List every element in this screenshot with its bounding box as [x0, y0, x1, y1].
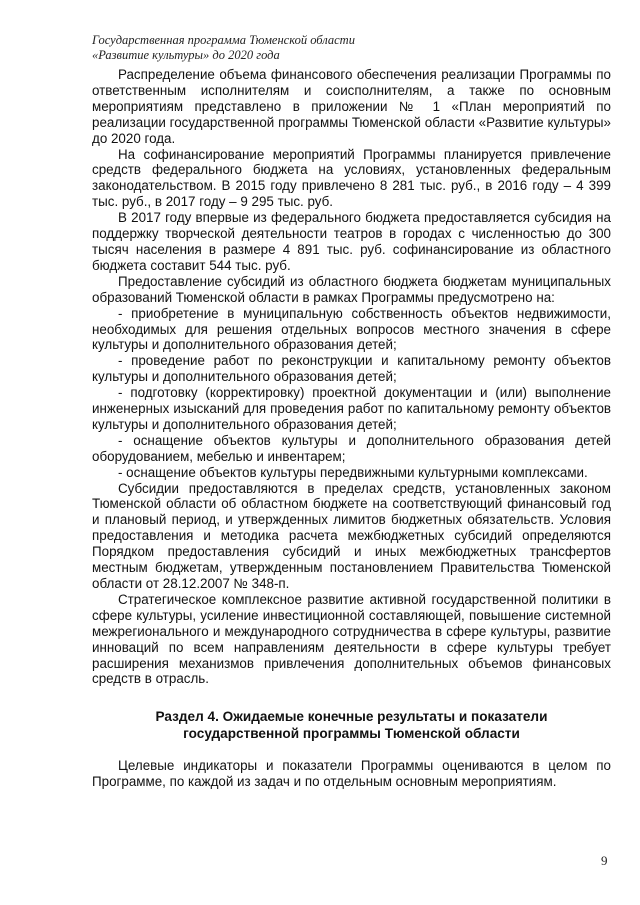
paragraph-target-indicators: Целевые индикаторы и показатели Программы оцениваются в целом по Программе, по каждой из задач и по отдельным основным мероприятиям.	[92, 758, 611, 790]
paragraph-strategic-development: Стратегическое комплексное развитие активной государственной политики в сфере культуры, усиление инвестиционной составляющей, повышение системной межрегионального и международного сотрудничества в сфере культуры, развитие инноваций по всем направлениям деятельности в сфере культуры требует расширения механизмов привлечения дополнительных объемов финансовых средств в отрасль.	[92, 591, 611, 687]
page-number: 9	[601, 853, 608, 868]
running-header	[92, 33, 355, 63]
section-heading	[92, 708, 611, 742]
list-item: - оснащение объектов культуры передвижными культурными комплексами.	[118, 464, 588, 480]
list-item: - подготовку (корректировку) проектной документации и (или) выполнение инженерных изысканий для проведения работ по капитальному ремонту объектов культуры и дополнительного образования детей;	[92, 385, 611, 432]
page-body	[92, 67, 611, 790]
paragraph-subsidies-intro: Предоставление субсидий из областного бюджета бюджетам муниципальных образований Тюменской области в рамках Программы предусмотрено на:	[92, 273, 611, 305]
paragraph-federal-cofinancing: На софинансирование мероприятий Программы планируется привлечение средств федерального бюджета на условиях, установленных федеральным законодательством. В 2015 году привлечено 8 281 тыс. руб., в 2016 году – 4 399 тыс. руб., в 2017 году – 9 295 тыс. руб.	[92, 146, 611, 210]
paragraph-funding-distribution: Распределение объема финансового обеспечения реализации Программы по ответственным исполнителям и соисполнителям, а также по основным мероприятиям представлено в приложении № 1 «План мероприятий по реализации государственной программы Тюменской области «Развитие культуры» до 2020 года.	[92, 67, 611, 146]
list-item: - проведение работ по реконструкции и капитальному ремонту объектов культуры и дополнительного образования детей;	[92, 353, 611, 385]
header-line-2: «Развитие культуры» до 2020 года	[92, 48, 280, 62]
header-line-1: Государственная программа Тюменской области	[92, 33, 355, 47]
list-item: - приобретение в муниципальную собственность объектов недвижимости, необходимых для решения отдельных вопросов местного значения в сфере культуры и дополнительного образования детей;	[92, 305, 611, 353]
section-heading-line-1: Раздел 4. Ожидаемые конечные результаты и показатели	[155, 709, 548, 725]
section-heading-line-2: государственной программы Тюменской области	[183, 726, 520, 742]
paragraph-subsidy-conditions: Субсидии предоставляются в пределах средств, установленных законом Тюменской области об областном бюджете на соответствующий финансовый год и плановый период, и утвержденных лимитов бюджетных обязательств. Условия предоставления и методика расчета межбюджетных субсидий определяются Порядком предоставления субсидий и иных межбюджетных трансфертов местным бюджетам, утвержденным постановлением Правительства Тюменской области от 28.12.2007 № 348-п.	[92, 480, 611, 591]
list-item: - оснащение объектов культуры и дополнительного образования детей оборудованием, мебелью и инвентарем;	[92, 432, 611, 464]
paragraph-theatre-subsidy: В 2017 году впервые из федерального бюджета предоставляется субсидия на поддержку творческой деятельности театров в городах с численностью до 300 тысяч населения в размере 4 891 тыс. руб. софинансирование из областного бюджета составит 544 тыс. руб.	[92, 210, 611, 273]
